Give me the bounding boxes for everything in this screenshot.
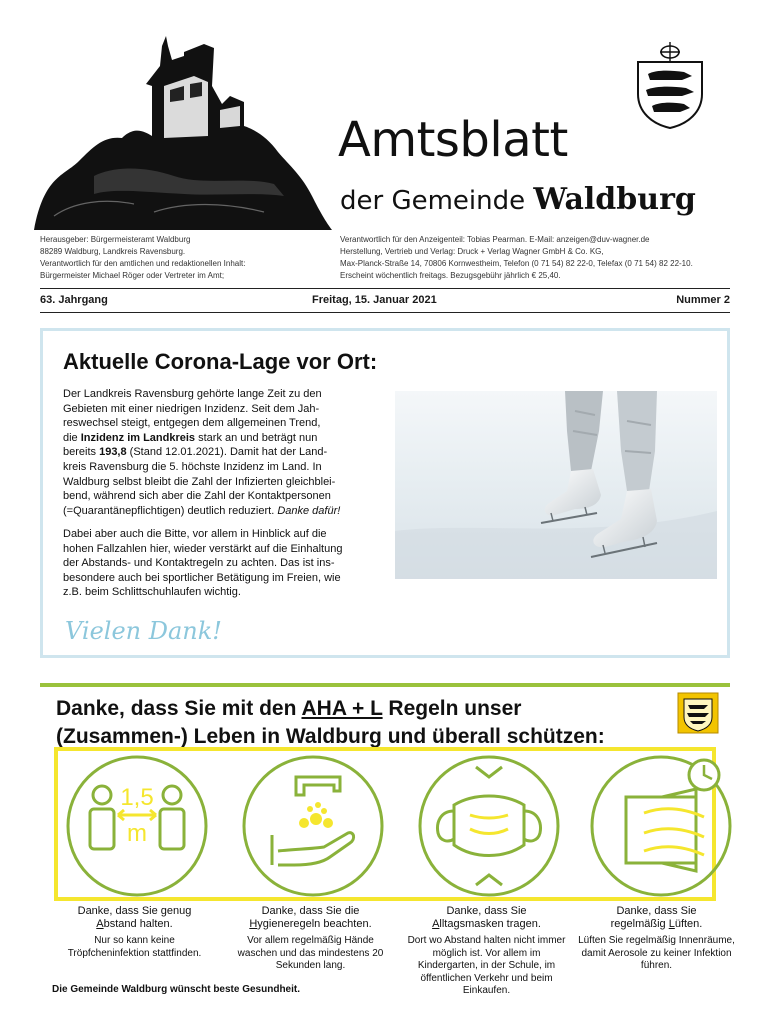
text-line: hohen Fallzahlen hier, wieder verstärkt auf die Einhaltung bbox=[63, 542, 343, 555]
subtitle-prefix: der Gemeinde bbox=[340, 186, 534, 216]
text-line: der Abstands- und Kontaktregeln zu achten. Das ist ins- bbox=[63, 557, 335, 570]
rule-letter: L bbox=[668, 917, 675, 930]
imprint-line: Max-Planck-Straße 14, 70806 Kornwestheim, Telefon (0 71 54) 82 22-0, Telefax (0 71 54) 82 22-10. bbox=[340, 259, 693, 268]
text-line: Dabei aber auch die Bitte, vor allem in Hinblick auf die bbox=[63, 528, 327, 540]
rule-hygiene bbox=[228, 905, 393, 973]
text-run: regelmäßig bbox=[610, 917, 669, 930]
issue-date: Freitag, 15. Januar 2021 bbox=[312, 294, 437, 306]
rule-description: Nur so kann keine Tröpfcheninfektion stattfinden. bbox=[67, 935, 202, 959]
article-headline: Aktuelle Corona-Lage vor Ort: bbox=[63, 349, 378, 374]
imprint-publisher bbox=[40, 234, 330, 282]
incidence-value: 193,8 bbox=[99, 446, 127, 459]
castle-illustration bbox=[34, 26, 332, 230]
text-run: lltagsmasken tragen. bbox=[439, 917, 541, 930]
rule-heading bbox=[52, 905, 217, 930]
text-run: (Stand 12.01.2021). Damit hat der Land- bbox=[126, 446, 328, 459]
rule-description: Dort wo Abstand halten nicht immer möglich ist. Vor allem im Kindergarten, in der Schule, im öffentlichen Verkehr und beim Einkaufen. bbox=[407, 935, 566, 996]
distance-icon bbox=[62, 753, 212, 899]
text-run: Danke, dass Sie genug bbox=[77, 905, 192, 917]
rule-mask bbox=[404, 905, 569, 998]
imprint-line: Verantwortlich für den amtlichen und redaktionellen Inhalt: bbox=[40, 259, 246, 268]
text-line: bend, während sich aber die Zahl der Kontaktpersonen bbox=[63, 490, 331, 503]
text-emphasis: Inzidenz im Landkreis bbox=[80, 431, 196, 444]
imprint-line: Verantwortlich für den Anzeigenteil: Tobias Pearman. E-Mail: anzeigen@duv-wagner.de bbox=[340, 235, 650, 244]
newspaper-title: Amtsblatt bbox=[338, 112, 568, 168]
face-mask-icon bbox=[414, 753, 564, 899]
text-run: ygieneregeln beachten. bbox=[257, 917, 372, 930]
text-run: Danke, dass Sie die bbox=[261, 905, 360, 917]
text-run: Danke, dass Sie bbox=[616, 905, 697, 917]
text-line bbox=[63, 504, 385, 519]
rule-ventilate bbox=[574, 905, 739, 973]
subtitle-municipality: Waldburg bbox=[533, 182, 696, 217]
text-run: Regeln unser bbox=[382, 697, 522, 720]
imprint-publishing-house bbox=[340, 234, 740, 282]
rule-distance bbox=[52, 905, 217, 960]
aha-acronym: AHA + L bbox=[301, 697, 383, 720]
text-line: z.B. beim Schlittschuhlaufen wichtig. bbox=[63, 586, 241, 599]
text-line: Waldburg selbst bleibt die Zahl der Infizierten gleichblei- bbox=[63, 475, 336, 488]
divider bbox=[40, 312, 730, 313]
distance-value: 1,5 bbox=[120, 784, 154, 811]
ice-skates-photo bbox=[395, 391, 717, 579]
imprint-line: Erscheint wöchentlich freitags. Bezugsgebühr jährlich € 25,40. bbox=[340, 271, 561, 280]
rule-heading bbox=[228, 905, 393, 930]
rule-heading bbox=[404, 905, 569, 930]
text-run: (=Quarantänepflichtigen) deutlich reduziert. bbox=[63, 504, 278, 517]
text-run: stark an und beträgt nun bbox=[195, 431, 318, 444]
text-run: bereits bbox=[63, 446, 100, 459]
text-line: reswechsel steigt, entgegen dem allgemeinen Trend, bbox=[63, 417, 321, 430]
imprint-line: Bürgermeister Michael Röger oder Vertreter im Amt; bbox=[40, 271, 225, 280]
text-line: kreis Ravensburg die 5. höchste Inzidenz im Land. In bbox=[63, 460, 322, 473]
text-line: Der Landkreis Ravensburg gehörte lange Zeit zu den bbox=[63, 388, 322, 400]
text-run: Danke, dass Sie bbox=[446, 905, 527, 917]
handwash-icon bbox=[238, 753, 388, 899]
closing-message: Die Gemeinde Waldburg wünscht beste Gesundheit. bbox=[52, 984, 300, 995]
issue-number: Nummer 2 bbox=[676, 294, 730, 306]
newspaper-subtitle bbox=[340, 182, 696, 217]
issue-volume: 63. Jahrgang bbox=[40, 294, 108, 306]
text-run: Danke, dass Sie mit den bbox=[56, 697, 302, 720]
window-ventilation-icon bbox=[586, 753, 736, 899]
text-line: besondere auch bei sportlicher Betätigung im Freien, wie bbox=[63, 571, 341, 584]
headline-line bbox=[56, 695, 605, 723]
text-run: bstand halten. bbox=[103, 917, 173, 930]
headline-line: (Zusammen-) Leben in Waldburg und überall schützen: bbox=[56, 725, 605, 748]
rule-letter: A bbox=[432, 917, 440, 930]
article-paragraph bbox=[63, 387, 385, 518]
text-run: die bbox=[63, 431, 81, 444]
article-paragraph bbox=[63, 527, 385, 600]
rule-description: Vor allem regelmäßig Hände waschen und das mindestens 20 Sekunden lang. bbox=[237, 935, 384, 971]
rule-letter: A bbox=[96, 917, 104, 930]
text-line: Gebieten mit einer niedrigen Inzidenz. Seit dem Jah- bbox=[63, 402, 320, 415]
aha-headline bbox=[56, 695, 605, 751]
aha-rules-box bbox=[40, 683, 735, 1013]
text-line bbox=[63, 445, 385, 460]
rule-heading bbox=[574, 905, 739, 930]
text-run: üften. bbox=[674, 917, 703, 930]
crest-flag-icon bbox=[676, 691, 720, 735]
municipal-crest-icon bbox=[632, 40, 708, 130]
distance-unit: m bbox=[127, 820, 147, 847]
rule-letter: H bbox=[249, 917, 258, 930]
text-emphasis: Danke dafür! bbox=[277, 504, 341, 517]
rule-description: Lüften Sie regelmäßig Innenräume, damit Aerosole zu keiner Infektion führen. bbox=[578, 935, 735, 971]
corona-article-box bbox=[40, 328, 730, 658]
imprint-line: Herausgeber: Bürgermeisteramt Waldburg bbox=[40, 235, 191, 244]
imprint-line: Herstellung, Vertrieb und Verlag: Druck + Verlag Wagner GmbH & Co. KG, bbox=[340, 247, 604, 256]
text-line bbox=[63, 431, 385, 446]
divider bbox=[40, 288, 730, 289]
imprint-line: 88289 Waldburg, Landkreis Ravensburg. bbox=[40, 247, 186, 256]
signoff-text: Vielen Dank! bbox=[65, 617, 222, 645]
